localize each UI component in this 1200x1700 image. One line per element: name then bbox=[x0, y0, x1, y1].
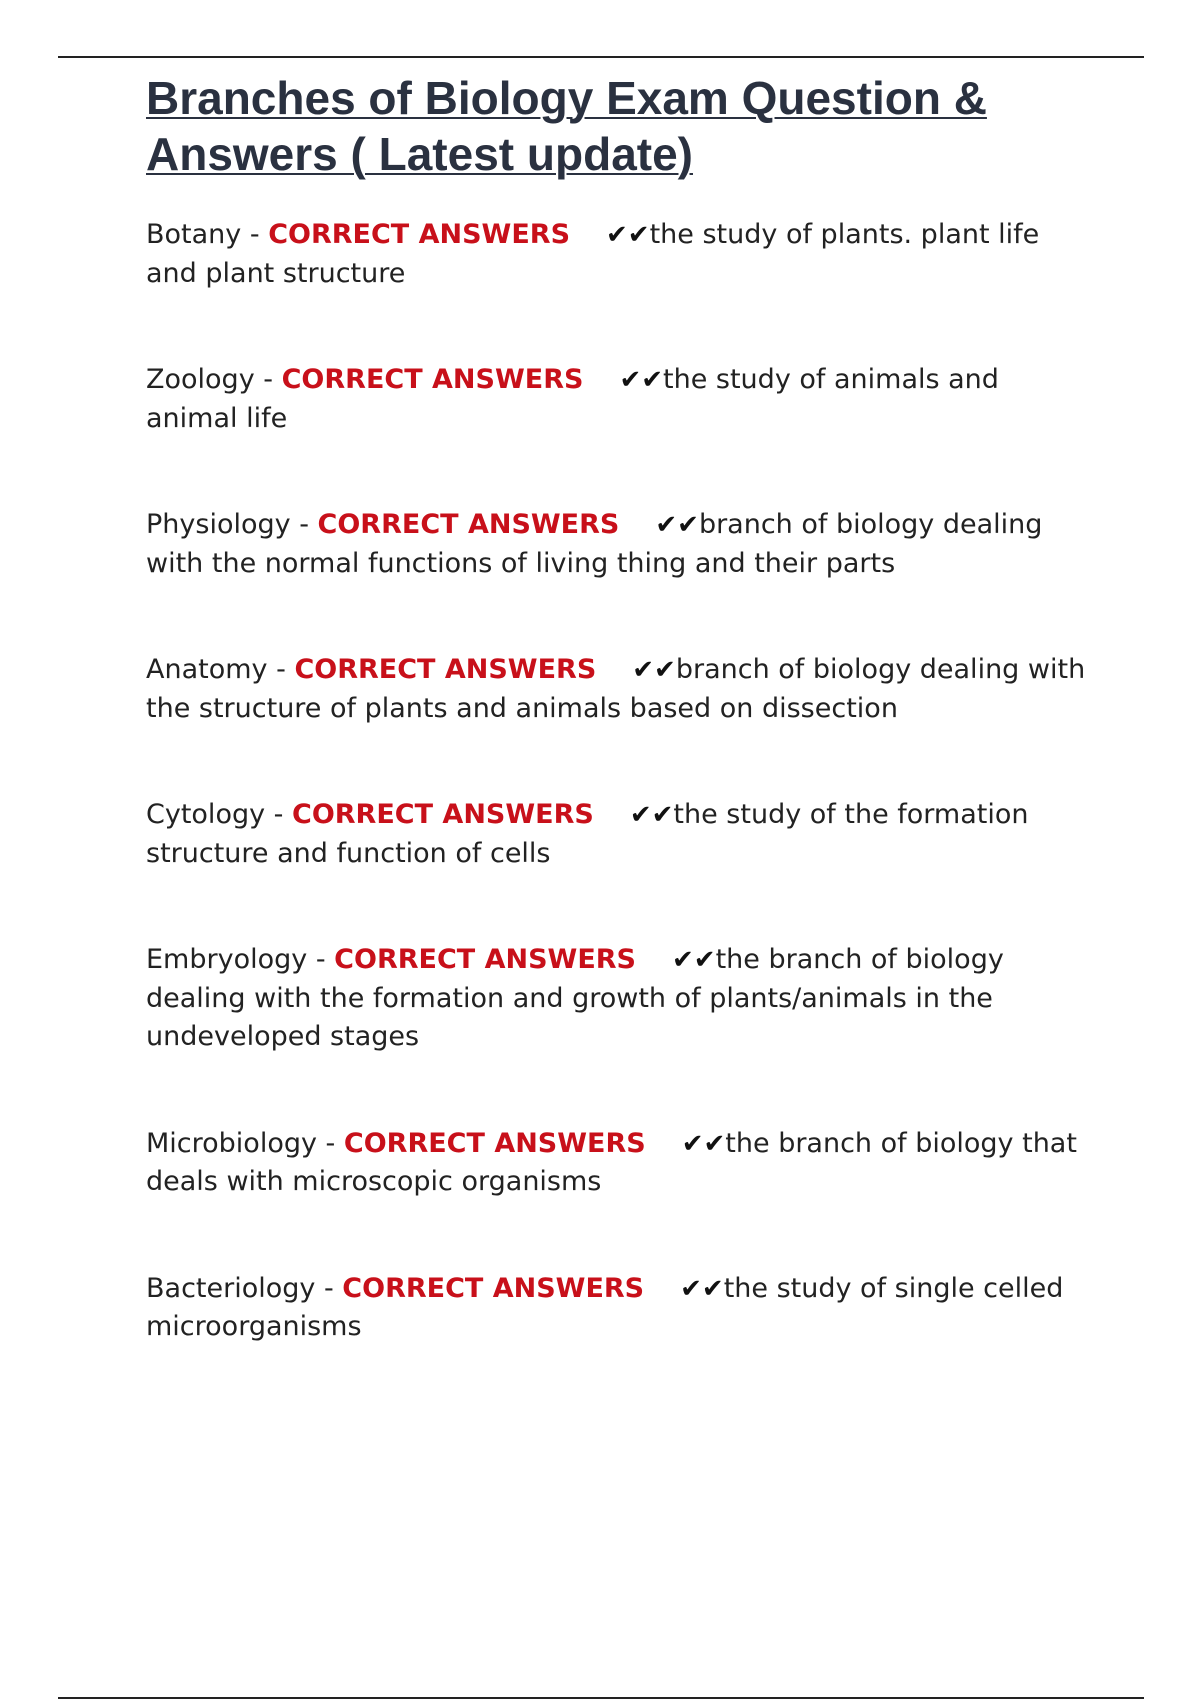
qa-item bbox=[146, 216, 1096, 293]
term: Botany bbox=[146, 219, 242, 250]
term: Cytology bbox=[146, 799, 266, 830]
check-marks-icon: ✔✔ bbox=[680, 1273, 724, 1304]
separator: - bbox=[290, 509, 318, 540]
term: Zoology bbox=[146, 364, 255, 395]
check-marks-icon: ✔✔ bbox=[672, 945, 716, 975]
check-marks-icon: ✔✔ bbox=[606, 220, 650, 250]
answer-text: branch of biology dealing with the structure of plants and animals based on dissection bbox=[146, 654, 1086, 724]
answer-text: branch of biology dealing with the normal functions of living thing and their parts bbox=[146, 509, 1043, 579]
answer-text: the branch of biology that deals with microscopic organisms bbox=[146, 1127, 1077, 1197]
term: Embryology bbox=[146, 944, 308, 975]
document-body bbox=[146, 70, 1096, 1415]
correct-answers-label: CORRECT ANSWERS bbox=[317, 509, 620, 540]
answer-text: the study of single celled microorganisms bbox=[146, 1272, 1064, 1342]
qa-item bbox=[146, 796, 1096, 873]
qa-item bbox=[146, 361, 1096, 438]
answer-text: the branch of biology dealing with the formation and growth of plants/animals in the undeveloped stages bbox=[146, 944, 1004, 1052]
separator: - bbox=[316, 1127, 344, 1159]
document-title: Branches of Biology Exam Question & Answers ( Latest update) bbox=[146, 72, 987, 180]
correct-answers-label: CORRECT ANSWERS bbox=[281, 364, 584, 395]
separator: - bbox=[307, 944, 335, 975]
correct-answers-label: CORRECT ANSWERS bbox=[268, 219, 571, 250]
separator: - bbox=[241, 219, 269, 250]
correct-answers-label: CORRECT ANSWERS bbox=[343, 1127, 646, 1159]
separator: - bbox=[265, 799, 292, 830]
check-marks-icon: ✔✔ bbox=[629, 800, 674, 830]
top-divider bbox=[58, 56, 1144, 58]
correct-answers-label: CORRECT ANSWERS bbox=[334, 944, 636, 975]
qa-item bbox=[146, 651, 1096, 728]
correct-answers-label: CORRECT ANSWERS bbox=[294, 654, 597, 685]
answer-text: the study of plants. plant life and plant structure bbox=[146, 219, 1040, 289]
correct-answers-label: CORRECT ANSWERS bbox=[342, 1272, 645, 1304]
term: Microbiology bbox=[146, 1127, 317, 1159]
correct-answers-label: CORRECT ANSWERS bbox=[292, 799, 594, 830]
check-marks-icon: ✔✔ bbox=[655, 510, 699, 540]
separator: - bbox=[315, 1272, 343, 1304]
term: Anatomy bbox=[146, 654, 268, 685]
qa-item bbox=[146, 1270, 1096, 1347]
qa-list bbox=[146, 216, 1096, 1347]
separator: - bbox=[254, 364, 282, 395]
check-marks-icon: ✔✔ bbox=[632, 655, 676, 685]
term: Bacteriology bbox=[146, 1272, 316, 1304]
qa-item bbox=[146, 941, 1096, 1057]
term: Physiology bbox=[146, 509, 291, 540]
separator: - bbox=[267, 654, 295, 685]
answer-text: the study of animals and animal life bbox=[146, 364, 999, 434]
answer-text: the study of the formation structure and function of cells bbox=[146, 799, 1029, 869]
check-marks-icon: ✔✔ bbox=[681, 1128, 726, 1159]
bottom-divider bbox=[58, 1697, 1144, 1699]
qa-item bbox=[146, 506, 1096, 583]
qa-item bbox=[146, 1125, 1096, 1202]
check-marks-icon: ✔✔ bbox=[619, 365, 664, 395]
